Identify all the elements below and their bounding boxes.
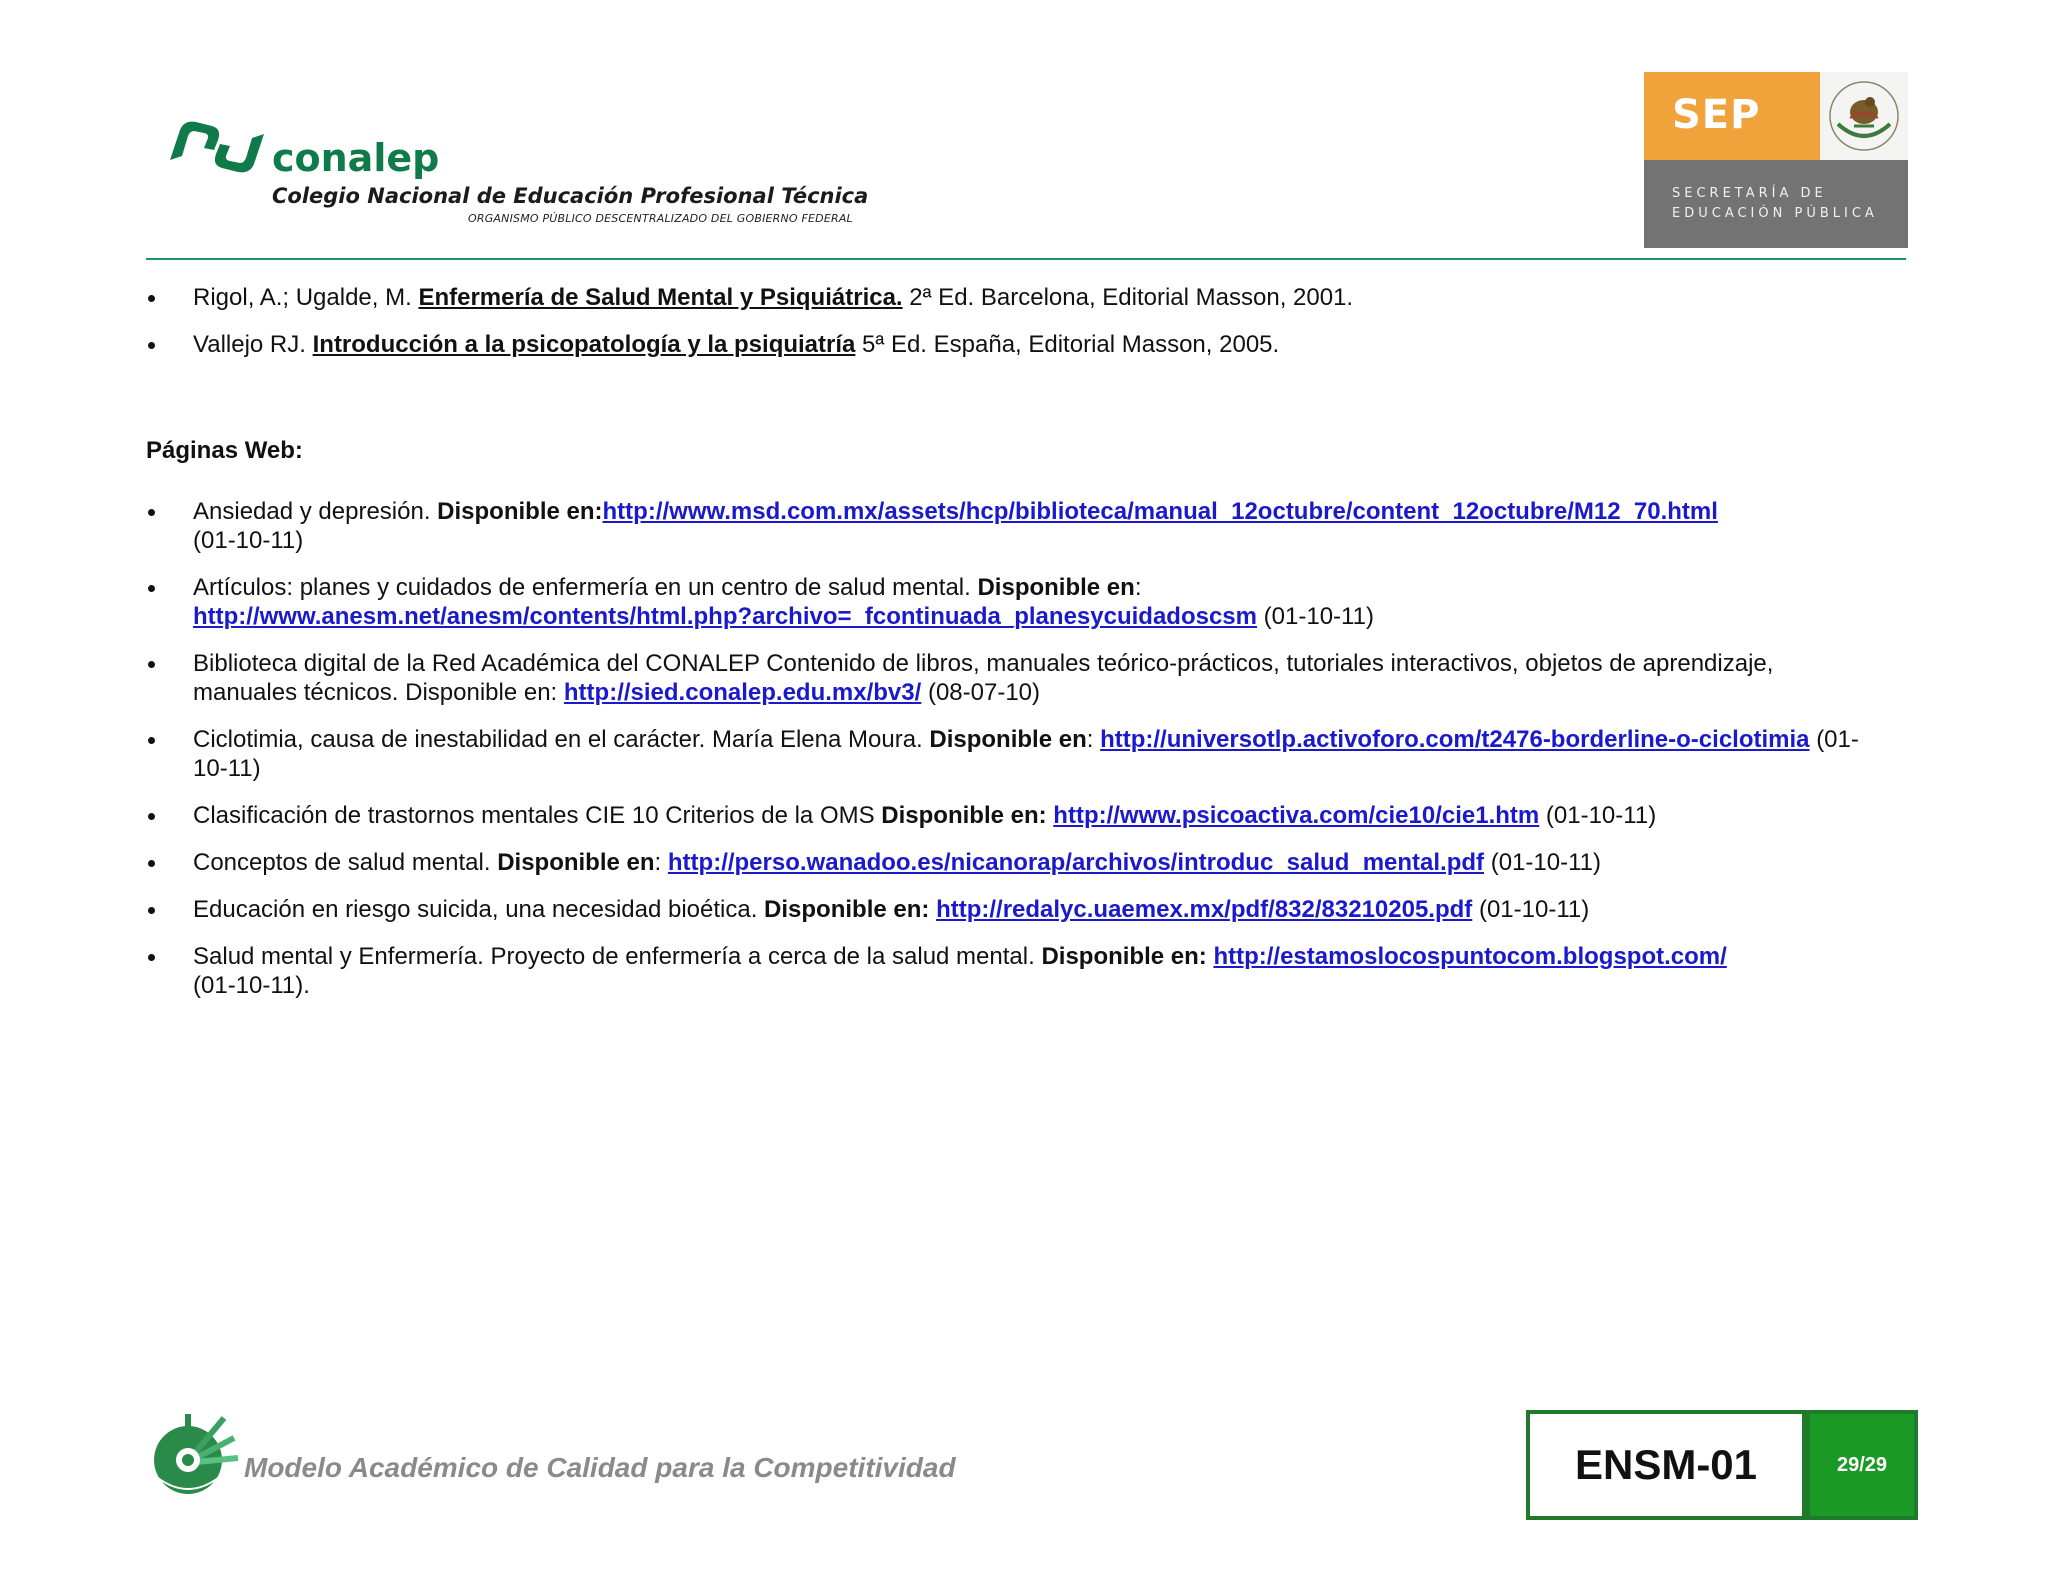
page-number: 29/29 bbox=[1806, 1410, 1918, 1520]
web-item: Conceptos de salud mental. Disponible en: http://perso.wanadoo.es/nicanorap/archivos/introduc_salud_mental.pdf (01-10-11) bbox=[146, 848, 1876, 877]
available-label: Disponible en: bbox=[437, 498, 603, 525]
access-date: (01-10-11) bbox=[193, 527, 304, 554]
sep-gray-block bbox=[1644, 160, 1908, 248]
footer-tagline: Modelo Académico de Calidad para la Competitividad bbox=[244, 1452, 956, 1483]
web-link[interactable]: http://estamoslocospuntocom.blogspot.com/ bbox=[1213, 943, 1727, 970]
access-date: (01-10-11) bbox=[193, 726, 1859, 782]
reference-authors: Rigol, A.; Ugalde, M. bbox=[193, 284, 412, 311]
web-link[interactable]: http://www.msd.com.mx/assets/hcp/biblioteca/manual_12octubre/content_12octubre/M12_70.html bbox=[602, 498, 1718, 525]
sep-wordmark: SEP bbox=[1672, 92, 1761, 138]
available-label: Disponible en: bbox=[1041, 943, 1207, 970]
web-link[interactable]: http://perso.wanadoo.es/nicanorap/archivos/introduc_salud_mental.pdf bbox=[667, 849, 1485, 876]
web-item: Ciclotimia, causa de inestabilidad en el carácter. María Elena Moura. Disponible en: http://universotlp.activoforo.com/t2476-borderline-o-ciclotimia (01-10-11) bbox=[146, 725, 1876, 783]
reference-title: Introducción a la psicopatología y la psiquiatría bbox=[312, 331, 856, 358]
web-item-text: Salud mental y Enfermería. Proyecto de enfermería a cerca de la salud mental. bbox=[193, 943, 1035, 970]
web-item bbox=[146, 895, 1876, 924]
web-link[interactable]: http://www.anesm.net/anesm/contents/html.php?archivo=_fcontinuada_planesycuidadoscsm bbox=[193, 603, 1257, 630]
access-date: (01-10-11) bbox=[1545, 802, 1657, 829]
web-item-text: Ciclotimia, causa de inestabilidad en el carácter. María Elena Moura. bbox=[193, 726, 923, 753]
web-pages-heading: Páginas Web: bbox=[146, 437, 303, 464]
reference-authors: Vallejo RJ. bbox=[193, 331, 306, 358]
available-label: Disponible en: bbox=[881, 802, 1047, 829]
bibliography-item bbox=[146, 330, 1876, 359]
access-date: (01-10-11) bbox=[1478, 896, 1590, 923]
web-link[interactable]: http://redalyc.uaemex.mx/pdf/832/83210205.pdf bbox=[936, 896, 1473, 923]
available-label: Disponible en bbox=[929, 726, 1087, 753]
sep-line-1: SECRETARÍA DE bbox=[1672, 186, 1827, 201]
web-item bbox=[146, 942, 1876, 1000]
web-item bbox=[146, 649, 1876, 707]
bibliography-list bbox=[146, 283, 1876, 377]
sep-line-2: EDUCACIÓN PÚBLICA bbox=[1672, 206, 1878, 221]
web-item-text: Ansiedad y depresión. bbox=[193, 498, 431, 525]
reference-title: Enfermería de Salud Mental y Psiquiátrica. bbox=[418, 284, 903, 311]
available-label: Disponible en bbox=[497, 849, 655, 876]
web-item: Artículos: planes y cuidados de enfermería en un centro de salud mental. Disponible en: http://www.anesm.net/anesm/contents/html.php?archivo=_fcontinuada_planesycuidadoscsm (01-10-11) bbox=[146, 573, 1876, 631]
web-item-text: Artículos: planes y cuidados de enfermería en un centro de salud mental. bbox=[193, 574, 971, 601]
conalep-logo bbox=[168, 112, 888, 232]
academic-model-logo-icon bbox=[144, 1404, 240, 1500]
web-item-text: Conceptos de salud mental. bbox=[193, 849, 491, 876]
mexico-seal-icon bbox=[1820, 72, 1908, 160]
web-link[interactable]: http://www.psicoactiva.com/cie10/cie1.htm bbox=[1053, 802, 1540, 829]
web-item-text: Biblioteca digital de la Red Académica del CONALEP Contenido de libros, manuales teórico-prácticos, tutoriales interactivos, objetos de aprendizaje, manuales técnicos. Disponible en: bbox=[193, 650, 1774, 706]
sep-orange-block bbox=[1644, 72, 1820, 160]
conalep-mark-icon bbox=[168, 116, 266, 178]
bibliography-item bbox=[146, 283, 1876, 312]
web-links-list bbox=[146, 497, 1876, 1018]
header-divider bbox=[146, 258, 1906, 260]
web-item bbox=[146, 497, 1876, 555]
reference-edition: 5ª Ed. España, Editorial Masson, 2005. bbox=[862, 331, 1280, 358]
reference-edition: 2ª Ed. Barcelona, Editorial Masson, 2001. bbox=[909, 284, 1354, 311]
conalep-wordmark: conalep bbox=[272, 136, 440, 180]
institution-subtitle: ORGANISMO PÚBLICO DESCENTRALIZADO DEL GOBIERNO FEDERAL bbox=[468, 212, 853, 225]
institution-name: Colegio Nacional de Educación Profesional Técnica bbox=[272, 184, 869, 208]
access-date: (01-10-11) bbox=[1263, 603, 1374, 630]
web-item bbox=[146, 801, 1876, 830]
access-date: (08-07-10) bbox=[927, 679, 1041, 706]
web-item-text: Clasificación de trastornos mentales CIE 10 Criterios de la OMS bbox=[193, 802, 875, 829]
access-date: (01-10-11) bbox=[1490, 849, 1601, 876]
sep-logo bbox=[1644, 72, 1908, 248]
available-label: Disponible en bbox=[977, 574, 1135, 601]
available-label: Disponible en: bbox=[764, 896, 930, 923]
access-date: (01-10-11). bbox=[193, 972, 310, 999]
web-item-text: Educación en riesgo suicida, una necesidad bioética. bbox=[193, 896, 758, 923]
web-link[interactable]: http://universotlp.activoforo.com/t2476-borderline-o-ciclotimia bbox=[1100, 726, 1810, 753]
web-link[interactable]: http://sied.conalep.edu.mx/bv3/ bbox=[563, 679, 922, 706]
document-code: ENSM-01 bbox=[1526, 1410, 1806, 1520]
